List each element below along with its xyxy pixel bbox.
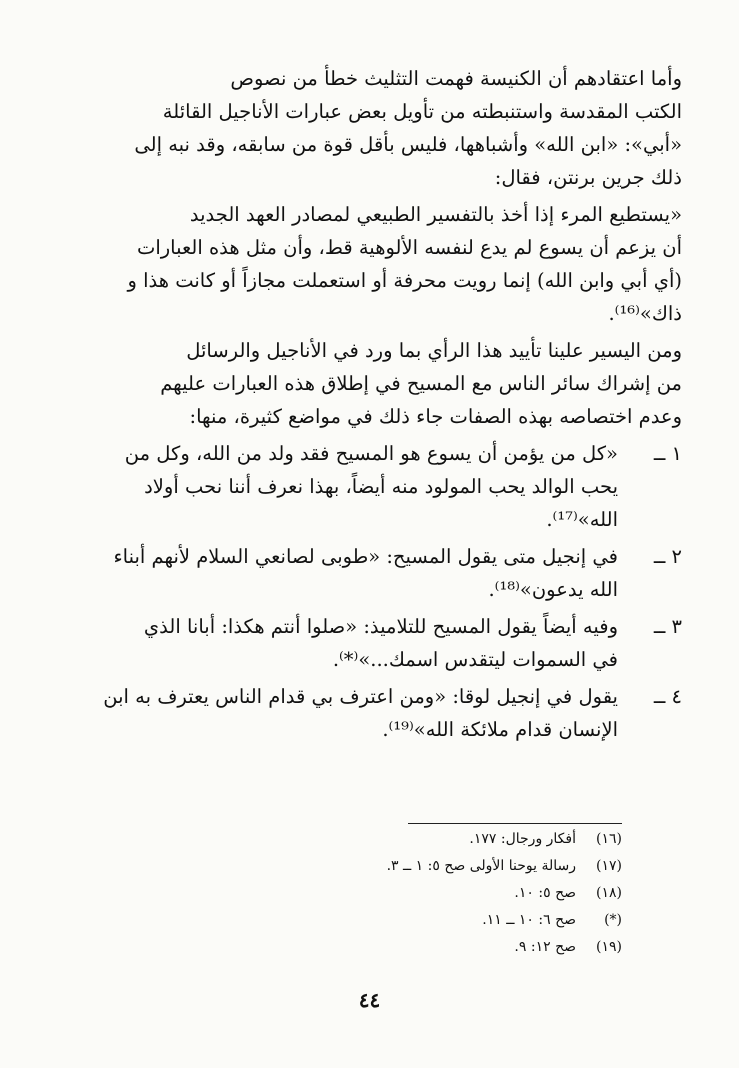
list-item <box>58 437 682 536</box>
list-item-body <box>58 437 618 536</box>
footnote-text: صح ٦: ١٠ ــ ١١. <box>482 912 576 928</box>
text-line: وفيه أيضاً يقول المسيح للتلاميذ: «صلوا أنتم هكذا: أبانا الذي <box>143 615 618 638</box>
text-line: يحب الوالد يحب المولود منه أيضاً، بهذا نعرف أننا نحب أولاد <box>144 475 618 498</box>
list-item-body <box>58 680 618 746</box>
footnote <box>340 934 622 961</box>
quote-paragraph <box>58 198 682 330</box>
footnote-number: (١٨) <box>596 885 622 901</box>
text-line: في السموات ليتقدس اسمك...»⁽*⁾. <box>332 648 618 671</box>
numbered-list <box>58 437 682 746</box>
text-line: الكتب المقدسة واستنبطته من تأويل بعض عبارات الأناجيل القائلة <box>162 100 682 123</box>
list-item-number: ٤ ــ <box>653 685 682 708</box>
list-item <box>58 540 682 606</box>
footnote <box>340 880 622 907</box>
list-item-number: ٣ ــ <box>653 615 682 638</box>
text-line: يقول في إنجيل لوقا: «ومن اعترف بي قدام الناس يعترف به ابن <box>103 685 618 708</box>
text-line: «أبي»: «ابن الله» وأشباهها، فليس بأقل قوة من سابقه، وقد نبه إلى <box>134 133 682 156</box>
text-line: الله»⁽¹⁷⁾. <box>546 508 618 531</box>
footnote-number: (١٧) <box>596 858 622 874</box>
text-line: الله يدعون»⁽¹⁸⁾. <box>488 578 618 601</box>
list-item-number: ١ ــ <box>653 442 682 465</box>
footnote <box>340 853 622 880</box>
list-item-body <box>58 540 618 606</box>
footnote <box>340 907 622 934</box>
paragraph-3 <box>58 334 682 433</box>
footnotes <box>340 826 622 961</box>
footnote-text: صح ٥: ١٠. <box>514 885 576 901</box>
text-line: من إشراك سائر الناس مع المسيح في إطلاق هذه العبارات عليهم <box>160 372 682 395</box>
footnote-number: (*) <box>604 912 622 928</box>
page-body <box>58 62 682 750</box>
text-line: ومن اليسير علينا تأييد هذا الرأي بما ورد في الأناجيل والرسائل <box>186 339 682 362</box>
text-line: (أي أبي وابن الله) إنما رويت محرفة أو استعملت مجازاً أو كانت هذا و <box>127 269 682 292</box>
footnote-text: أفكار ورجال: ١٧٧. <box>469 831 576 847</box>
footnote-number: (١٩) <box>596 939 622 955</box>
text-line: الإنسان قدام ملائكة الله»⁽¹⁹⁾. <box>382 718 618 741</box>
text-line: ذلك جرين برنتن، فقال: <box>494 166 682 189</box>
paragraph-1 <box>58 62 682 194</box>
text-line: وأما اعتقادهم أن الكنيسة فهمت التثليث خطأ من نصوص <box>230 67 682 90</box>
text-line: ذاك»⁽¹⁶⁾. <box>608 302 682 325</box>
list-item-body <box>58 610 618 676</box>
text-line: في إنجيل متى يقول المسيح: «طوبى لصانعي السلام لأنهم أبناء <box>113 545 618 568</box>
list-item-number: ٢ ــ <box>653 545 682 568</box>
text-line: أن يزعم أن يسوع لم يدع لنفسه الألوهية قط، وأن مثل هذه العبارات <box>136 236 682 259</box>
list-item <box>58 680 682 746</box>
page-number: ٤٤ <box>358 988 381 1012</box>
text-line: «كل من يؤمن أن يسوع هو المسيح فقد ولد من الله، وكل من <box>124 442 618 465</box>
footnote <box>340 826 622 853</box>
footnote-text: رسالة يوحنا الأولى صح ٥: ١ ــ ٣. <box>386 858 576 874</box>
text-line: وعدم اختصاصه بهذه الصفات جاء ذلك في مواضع كثيرة، منها: <box>189 405 682 428</box>
list-item <box>58 610 682 676</box>
footnote-divider <box>408 823 622 824</box>
footnote-text: صح ١٢: ٩. <box>514 939 576 955</box>
footnote-number: (١٦) <box>596 831 622 847</box>
text-line: «يستطيع المرء إذا أخذ بالتفسير الطبيعي لمصادر العهد الجديد <box>189 203 682 226</box>
